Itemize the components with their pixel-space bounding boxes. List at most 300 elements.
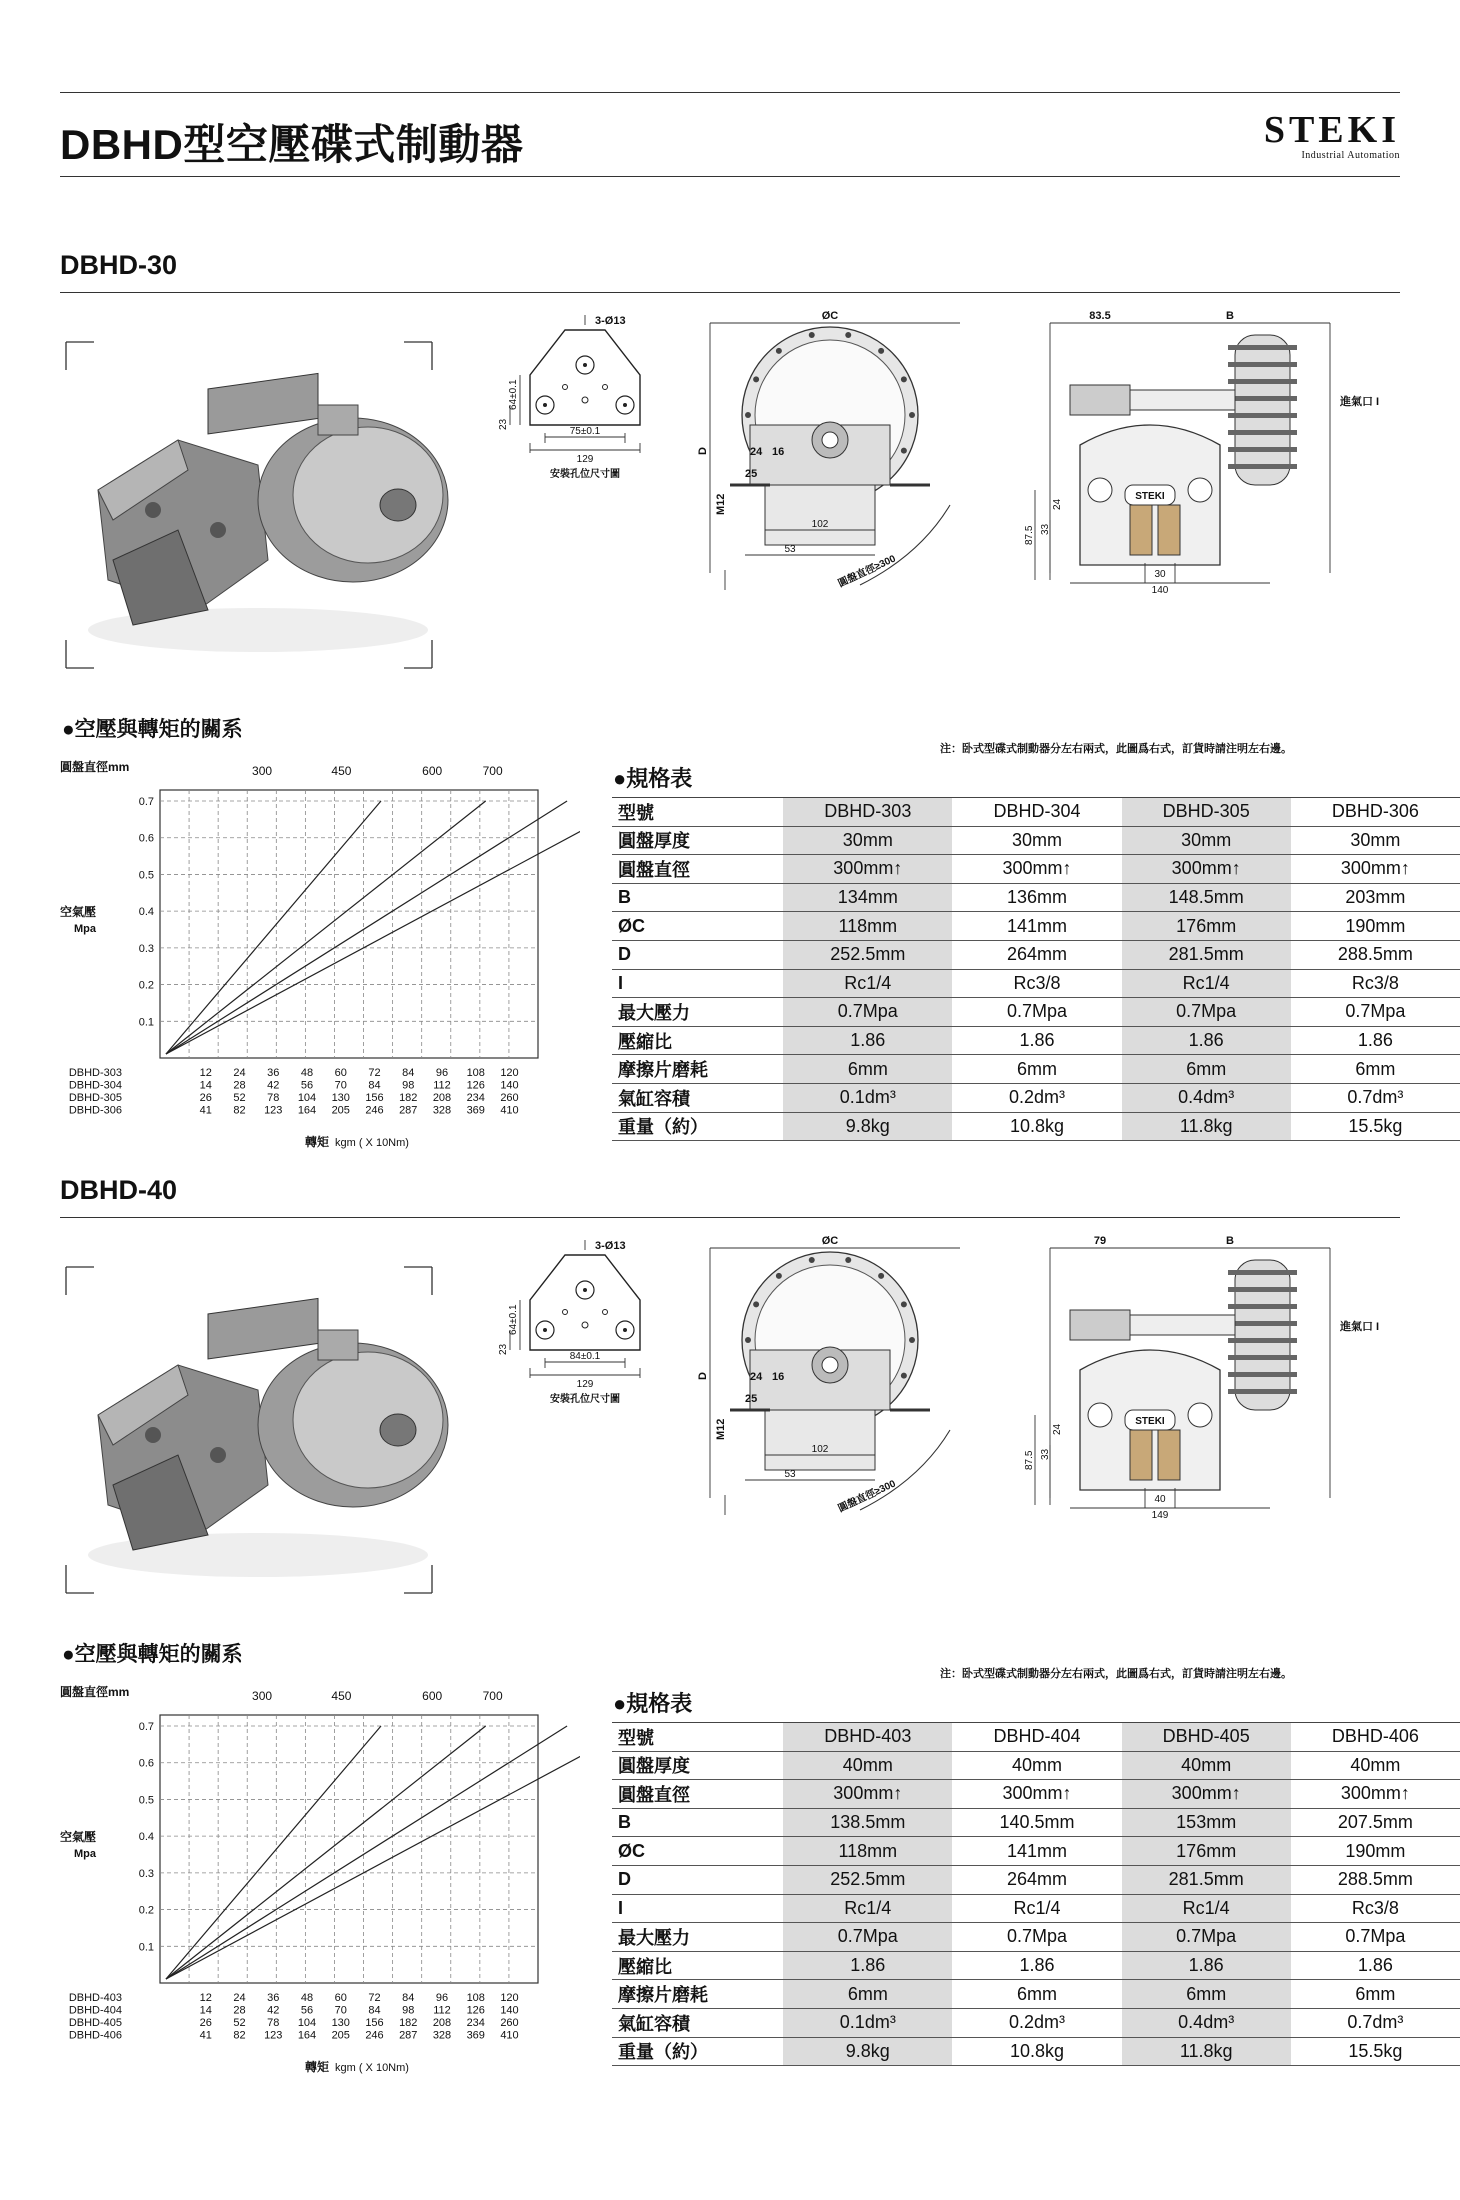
torque-value: 112	[433, 2004, 451, 2017]
spec-row-label: I	[612, 1894, 783, 1923]
torque-value: 70	[334, 1079, 347, 1092]
torque-value: 52	[233, 2017, 246, 2029]
spec-cell: 141mm	[952, 1837, 1121, 1866]
spec-cell: 140.5mm	[952, 1808, 1121, 1837]
torque-value: 56	[300, 2004, 314, 2017]
spec-cell: 40mm	[1122, 1751, 1291, 1780]
spec-row	[612, 1894, 1460, 1923]
torque-value: 14	[199, 2004, 212, 2017]
spec-row-label: 摩擦片磨耗	[612, 1055, 783, 1084]
spec-row	[612, 1751, 1460, 1780]
spec-cell: 6mm	[783, 1055, 952, 1084]
dim-side-102: 102	[811, 1444, 829, 1455]
torque-row-model: DBHD-403	[68, 1992, 122, 2004]
spec-cell: 1.86	[1122, 1951, 1291, 1980]
torque-row-model: DBHD-304	[68, 1079, 122, 1092]
spec-row-label: 圓盤厚度	[612, 826, 783, 855]
torque-value: 84	[368, 2004, 381, 2017]
dim-disc-diameter: 圓盤直徑≥300	[836, 1478, 898, 1515]
spec-cell: 6mm	[1291, 1055, 1460, 1084]
torque-value: 410	[500, 2029, 519, 2042]
chart-y-tick: 0.1	[138, 1016, 154, 1029]
chart-x-unit: kgm ( X 10Nm)	[335, 1137, 409, 1149]
header-bottom-rule	[60, 176, 1400, 177]
spec-cell: 300mm↑	[783, 855, 952, 884]
torque-value: 24	[233, 1992, 246, 2004]
spec-cell: 141mm	[952, 912, 1121, 941]
spec-row	[612, 1837, 1460, 1866]
pressure-torque-chart	[60, 755, 580, 1175]
torque-value: 28	[233, 1079, 246, 1092]
chart-series-line-600	[166, 801, 567, 1054]
torque-value: 70	[334, 2004, 347, 2017]
spec-cell: 281.5mm	[1122, 940, 1291, 969]
spec-row-label: 圓盤厚度	[612, 1751, 783, 1780]
torque-value: 120	[500, 1067, 519, 1079]
spec-table	[612, 1722, 1460, 2066]
spec-cell: 190mm	[1291, 912, 1460, 941]
spec-cell: 6mm	[952, 1055, 1121, 1084]
torque-value: 182	[399, 2017, 418, 2029]
dim-side-d: D	[697, 447, 709, 455]
torque-value: 96	[435, 1067, 449, 1079]
spec-row-label: 重量（約）	[612, 2037, 783, 2066]
spec-cell: 138.5mm	[783, 1808, 952, 1837]
spec-row	[612, 883, 1460, 912]
spec-cell: 0.7Mpa	[1291, 1923, 1460, 1952]
mount-caption: 安裝孔位尺寸圖	[550, 1394, 620, 1405]
dim-mount-height-2: 23	[498, 1343, 509, 1355]
torque-value: 98	[402, 2004, 415, 2017]
chart-y-tick: 0.6	[138, 832, 154, 845]
front-brand-label: STEKI	[1135, 491, 1165, 502]
chart-y-label: 空氣壓	[60, 1830, 97, 1844]
torque-value: 120	[500, 1992, 519, 2004]
spec-cell: Rc3/8	[1291, 1894, 1460, 1923]
chart-y-tick: 0.3	[138, 942, 154, 955]
chart-disc-label: 300	[252, 1689, 273, 1703]
torque-value: 36	[267, 1992, 280, 2004]
front-view-drawing	[1010, 1230, 1400, 1520]
spec-row-label: 壓縮比	[612, 1951, 783, 1980]
dim-side-16: 16	[772, 1371, 785, 1383]
chart-y-tick: 0.4	[138, 906, 154, 919]
dim-mount-height-2: 23	[498, 418, 509, 430]
dim-front-a: 83.5	[1089, 310, 1111, 322]
spec-row	[612, 1980, 1460, 2009]
dim-front-24: 24	[1052, 498, 1063, 510]
chart-y-tick: 0.2	[138, 979, 154, 992]
dim-front-875: 87.5	[1024, 1450, 1035, 1470]
spec-cell: 0.2dm³	[952, 1083, 1121, 1112]
spec-cell: 136mm	[952, 883, 1121, 912]
spec-row	[612, 2037, 1460, 2066]
mounting-hole-drawing	[480, 315, 670, 535]
page-title: DBHD型空壓碟式制動器	[60, 121, 524, 168]
dim-side-16: 16	[772, 446, 785, 458]
spec-cell: 9.8kg	[783, 1112, 952, 1141]
dim-front-33: 33	[1040, 1448, 1051, 1460]
spec-cell: 300mm↑	[1122, 855, 1291, 884]
spec-cell: 9.8kg	[783, 2037, 952, 2066]
torque-value: 126	[466, 2004, 485, 2017]
spec-row	[612, 1112, 1460, 1141]
spec-row	[612, 998, 1460, 1027]
chart-y-tick: 0.6	[138, 1757, 154, 1770]
dim-side-25: 25	[745, 1393, 758, 1405]
spec-cell: 264mm	[952, 1865, 1121, 1894]
dim-mount-height-1: 64±0.1	[508, 1304, 519, 1335]
spec-row	[612, 912, 1460, 941]
spec-cell: 300mm↑	[952, 855, 1121, 884]
spec-cell: 0.4dm³	[1122, 2008, 1291, 2037]
torque-value: 108	[466, 1067, 485, 1079]
torque-value: 130	[331, 1092, 350, 1104]
dim-front-33: 33	[1040, 523, 1051, 535]
spec-row-label: I	[612, 969, 783, 998]
chart-top-label: 圓盤直徑mm	[60, 1685, 130, 1699]
spec-cell: 176mm	[1122, 1837, 1291, 1866]
brand-logo	[1264, 110, 1400, 161]
brand-subtitle: Industrial Automation	[1301, 150, 1400, 161]
torque-value: 12	[199, 1067, 212, 1079]
torque-value: 156	[365, 1092, 384, 1104]
chart-series-line-600	[166, 1726, 567, 1979]
dim-air-inlet: 進氣口 I	[1340, 1321, 1380, 1333]
torque-row-model: DBHD-406	[68, 2029, 122, 2042]
spec-cell: 176mm	[1122, 912, 1291, 941]
spec-cell: 300mm↑	[1291, 855, 1460, 884]
torque-value: 410	[500, 1104, 519, 1117]
torque-value: 234	[466, 2017, 485, 2029]
spec-row	[612, 1723, 1460, 1752]
torque-value: 130	[331, 2017, 350, 2029]
spec-cell: 190mm	[1291, 1837, 1460, 1866]
chart-frame	[160, 790, 538, 1058]
spec-row	[612, 826, 1460, 855]
chart-y-tick: 0.2	[138, 1904, 154, 1917]
spec-cell: 15.5kg	[1291, 2037, 1460, 2066]
spec-cell: 6mm	[1122, 1055, 1291, 1084]
torque-value: 84	[402, 1992, 415, 2004]
torque-value: 48	[300, 1992, 314, 2004]
spec-cell: 288.5mm	[1291, 1865, 1460, 1894]
dim-mount-height-1: 64±0.1	[508, 379, 519, 410]
chart-y-unit: Mpa	[74, 923, 96, 935]
torque-value: 96	[435, 1992, 449, 2004]
torque-value: 234	[466, 1092, 485, 1104]
spec-cell: 40mm	[1291, 1751, 1460, 1780]
spec-cell: 0.2dm³	[952, 2008, 1121, 2037]
spec-row	[612, 1055, 1460, 1084]
mount-caption: 安裝孔位尺寸圖	[550, 469, 620, 480]
dim-side-53: 53	[784, 1469, 796, 1480]
chart-disc-label: 450	[331, 1689, 352, 1703]
chart-series-line-450	[166, 1726, 486, 1979]
chart-disc-label: 450	[331, 764, 352, 778]
spec-cell: Rc1/4	[783, 1894, 952, 1923]
torque-value: 123	[264, 1104, 283, 1117]
header-top-rule	[60, 92, 1400, 93]
spec-cell: Rc3/8	[1291, 969, 1460, 998]
dim-side-24: 24	[750, 1371, 763, 1383]
spec-cell: 207.5mm	[1291, 1808, 1460, 1837]
spec-cell: 11.8kg	[1122, 1112, 1291, 1141]
spec-cell: 300mm↑	[952, 1780, 1121, 1809]
spec-cell: 30mm	[952, 826, 1121, 855]
torque-value: 41	[199, 2029, 212, 2042]
section-title: DBHD-30	[60, 250, 178, 280]
dim-disc-thickness: 30	[1154, 569, 1166, 580]
spec-cell: 281.5mm	[1122, 1865, 1291, 1894]
torque-row-model: DBHD-306	[68, 1104, 122, 1117]
dim-air-inlet: 進氣口 I	[1340, 396, 1380, 408]
spec-cell: 15.5kg	[1291, 1112, 1460, 1141]
spec-cell: Rc1/4	[783, 969, 952, 998]
torque-value: 182	[399, 1092, 418, 1104]
torque-value: 42	[267, 1079, 280, 1092]
torque-value: 84	[402, 1067, 415, 1079]
chart-x-label: 轉矩	[304, 2060, 329, 2074]
spec-row-label: 壓縮比	[612, 1026, 783, 1055]
spec-row-label: 摩擦片磨耗	[612, 1980, 783, 2009]
spec-row-label: ØC	[612, 1837, 783, 1866]
torque-value: 287	[399, 1104, 418, 1117]
dim-disc-thickness: 40	[1154, 1494, 1166, 1505]
spec-row	[612, 969, 1460, 998]
spec-row	[612, 1026, 1460, 1055]
spec-cell: 6mm	[1122, 1980, 1291, 2009]
spec-cell: 0.7Mpa	[783, 998, 952, 1027]
spec-cell: DBHD-403	[783, 1723, 952, 1752]
orientation-note: 注：卧式型碟式制動器分左右兩式，此圖爲右式，訂貨時請注明左右邊。	[940, 743, 1292, 755]
torque-value: 287	[399, 2029, 418, 2042]
dim-mount-width-1: 84±0.1	[569, 1351, 601, 1362]
chart-title: ●空壓與轉矩的關系	[62, 1643, 243, 1666]
spec-cell: 11.8kg	[1122, 2037, 1291, 2066]
spec-cell: 30mm	[1291, 826, 1460, 855]
spec-cell: Rc1/4	[952, 1894, 1121, 1923]
spec-cell: 1.86	[1291, 1951, 1460, 1980]
torque-value: 82	[233, 2029, 246, 2042]
spec-cell: 40mm	[952, 1751, 1121, 1780]
spec-row	[612, 798, 1460, 827]
torque-value: 56	[300, 1079, 314, 1092]
dim-front-width: 149	[1151, 1510, 1169, 1520]
torque-value: 72	[368, 1992, 381, 2004]
torque-value: 12	[199, 1992, 212, 2004]
chart-disc-label: 700	[482, 1689, 503, 1703]
section-rule	[60, 1217, 1400, 1218]
spec-cell: Rc1/4	[1122, 1894, 1291, 1923]
product-photo	[58, 1255, 468, 1605]
spec-cell: 6mm	[1291, 1980, 1460, 2009]
chart-frame	[160, 1715, 538, 1983]
spec-cell: 0.7Mpa	[1122, 998, 1291, 1027]
torque-value: 60	[334, 1992, 347, 2004]
spec-row-label: B	[612, 1808, 783, 1837]
chart-series-line-450	[166, 801, 486, 1054]
dim-front-24: 24	[1052, 1423, 1063, 1435]
chart-y-tick: 0.1	[138, 1941, 154, 1954]
spec-row	[612, 1923, 1460, 1952]
torque-row-model: DBHD-303	[68, 1067, 122, 1079]
chart-y-tick: 0.5	[138, 1794, 154, 1807]
spec-cell: 0.7Mpa	[952, 1923, 1121, 1952]
spec-cell: 1.86	[783, 1026, 952, 1055]
torque-value: 205	[331, 1104, 350, 1117]
spec-row-label: 圓盤直徑	[612, 1780, 783, 1809]
torque-value: 104	[297, 2017, 317, 2029]
spec-cell: 0.4dm³	[1122, 1083, 1291, 1112]
spec-cell: 264mm	[952, 940, 1121, 969]
spec-row	[612, 1865, 1460, 1894]
dim-side-53: 53	[784, 544, 796, 555]
dim-mount-width-2: 129	[576, 454, 594, 465]
torque-value: 246	[365, 2029, 384, 2042]
torque-value: 164	[297, 2029, 317, 2042]
spec-cell: 40mm	[783, 1751, 952, 1780]
chart-disc-label: 600	[422, 1689, 443, 1703]
front-brand-label: STEKI	[1135, 1416, 1165, 1427]
torque-value: 36	[267, 1067, 280, 1079]
dim-front-a: 79	[1093, 1235, 1107, 1247]
spec-cell: 0.7Mpa	[952, 998, 1121, 1027]
torque-value: 369	[466, 1104, 485, 1117]
torque-value: 42	[267, 2004, 280, 2017]
torque-row-model: DBHD-405	[68, 2017, 122, 2029]
spec-cell: 148.5mm	[1122, 883, 1291, 912]
spec-cell: 300mm↑	[1291, 1780, 1460, 1809]
spec-row	[612, 940, 1460, 969]
spec-table	[612, 797, 1460, 1141]
spec-cell: DBHD-406	[1291, 1723, 1460, 1752]
spec-row	[612, 2008, 1460, 2037]
brand-name: STEKI	[1263, 109, 1400, 151]
spec-cell: 0.7Mpa	[1291, 998, 1460, 1027]
dim-side-25: 25	[745, 468, 758, 480]
spec-cell: 0.1dm³	[783, 1083, 952, 1112]
spec-row-label: 氣缸容積	[612, 2008, 783, 2037]
spec-cell: 118mm	[783, 1837, 952, 1866]
front-view-drawing	[1010, 305, 1400, 595]
chart-disc-label: 700	[482, 764, 503, 778]
spec-cell: Rc1/4	[1122, 969, 1291, 998]
spec-cell: 1.86	[1291, 1026, 1460, 1055]
dim-side-m12: M12	[715, 1418, 727, 1440]
chart-y-tick: 0.3	[138, 1867, 154, 1880]
spec-cell: 153mm	[1122, 1808, 1291, 1837]
torque-value: 140	[500, 2004, 519, 2017]
torque-value: 208	[432, 2017, 452, 2029]
torque-value: 126	[466, 1079, 485, 1092]
torque-value: 26	[199, 1092, 212, 1104]
spec-cell: DBHD-404	[952, 1723, 1121, 1752]
spec-cell: 10.8kg	[952, 1112, 1121, 1141]
spec-cell: 6mm	[783, 1980, 952, 2009]
spec-row	[612, 1083, 1460, 1112]
spec-cell: 252.5mm	[783, 1865, 952, 1894]
pressure-torque-chart	[60, 1680, 580, 2100]
dim-mount-holes: 3-Ø13	[595, 315, 626, 327]
mounting-hole-drawing	[480, 1240, 670, 1460]
dim-front-b: B	[1226, 310, 1234, 322]
spec-cell: Rc3/8	[952, 969, 1121, 998]
dim-disc-diameter: 圓盤直徑≥300	[836, 553, 898, 590]
torque-value: 260	[500, 1092, 519, 1104]
torque-value: 208	[432, 1092, 452, 1104]
spec-cell: 203mm	[1291, 883, 1460, 912]
dim-front-width: 140	[1151, 585, 1169, 595]
chart-top-label: 圓盤直徑mm	[60, 760, 130, 774]
torque-value: 60	[334, 1067, 347, 1079]
dim-side-oc: ØC	[821, 310, 839, 322]
chart-y-tick: 0.7	[138, 796, 154, 809]
torque-value: 328	[432, 2029, 452, 2042]
spec-row-label: 型號	[612, 798, 783, 827]
torque-value: 82	[233, 1104, 246, 1117]
spec-row-label: 重量（約）	[612, 1112, 783, 1141]
torque-value: 260	[500, 2017, 519, 2029]
chart-y-tick: 0.5	[138, 869, 154, 882]
torque-value: 246	[365, 1104, 384, 1117]
spec-row-label: ØC	[612, 912, 783, 941]
torque-value: 156	[365, 2017, 384, 2029]
torque-row-model: DBHD-305	[68, 1092, 122, 1104]
chart-y-label: 空氣壓	[60, 905, 97, 919]
torque-value: 123	[264, 2029, 283, 2042]
chart-y-unit: Mpa	[74, 1848, 96, 1860]
spec-row-label: B	[612, 883, 783, 912]
dim-mount-holes: 3-Ø13	[595, 1240, 626, 1252]
torque-value: 14	[199, 1079, 212, 1092]
torque-value: 78	[267, 1092, 280, 1104]
chart-disc-label: 600	[422, 764, 443, 778]
torque-value: 24	[233, 1067, 246, 1079]
torque-value: 84	[368, 1079, 381, 1092]
chart-series-line-700	[166, 801, 580, 1054]
dim-front-b: B	[1226, 1235, 1234, 1247]
chart-y-tick: 0.4	[138, 1831, 154, 1844]
torque-value: 52	[233, 1092, 246, 1104]
torque-value: 205	[331, 2029, 350, 2042]
torque-value: 112	[433, 1079, 451, 1092]
spec-row	[612, 1780, 1460, 1809]
spec-cell: 0.1dm³	[783, 2008, 952, 2037]
chart-disc-label: 300	[252, 764, 273, 778]
side-view-drawing	[690, 1230, 1010, 1520]
section-title: DBHD-40	[60, 1175, 178, 1205]
spec-row-label: 型號	[612, 1723, 783, 1752]
spec-row	[612, 855, 1460, 884]
spec-cell: 252.5mm	[783, 940, 952, 969]
torque-value: 108	[466, 1992, 485, 2004]
side-view-drawing	[690, 305, 1010, 595]
spec-row-label: 圓盤直徑	[612, 855, 783, 884]
spec-cell: 1.86	[783, 1951, 952, 1980]
spec-cell: 1.86	[952, 1951, 1121, 1980]
spec-cell: DBHD-405	[1122, 1723, 1291, 1752]
spec-table-title: ●規格表	[613, 1691, 693, 1716]
dim-front-875: 87.5	[1024, 525, 1035, 545]
spec-cell: 30mm	[1122, 826, 1291, 855]
spec-row-label: 最大壓力	[612, 1923, 783, 1952]
spec-table-title: ●規格表	[613, 766, 693, 791]
torque-value: 328	[432, 1104, 452, 1117]
spec-cell: 0.7Mpa	[783, 1923, 952, 1952]
section-rule	[60, 292, 1400, 293]
spec-row-label: D	[612, 940, 783, 969]
